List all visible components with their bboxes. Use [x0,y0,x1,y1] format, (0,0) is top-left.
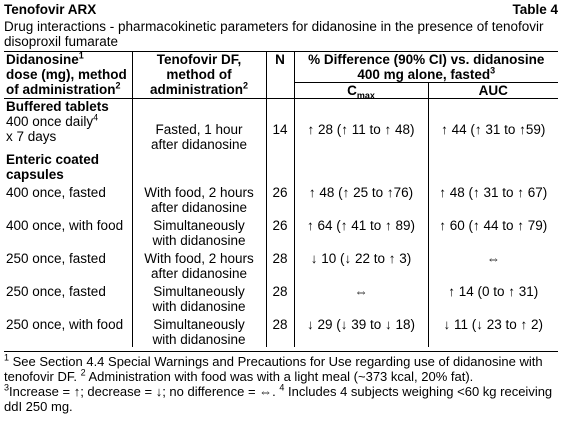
cmax-cell: ↑ 48 (↑ 25 to ↑76) [294,182,428,215]
table-row [4,281,558,314]
col-header-difference: % Difference (90% CI) vs. didanosine 400 mg alone, fasted$^3$ [294,52,558,83]
section-row [4,99,558,115]
table-row [4,248,558,281]
table-row [4,182,558,215]
cmax-cell: ⇔ [294,281,428,314]
dose-cell: 400 once daily$^4$ x 7 days [6,112,99,144]
method-cell: With food, 2 hours after didanosine [132,182,266,215]
table-row [4,314,558,347]
auc-cell: ↑ 60 (↑ 44 to ↑ 79) [428,215,558,248]
dose-cell: 250 once, fasted [6,251,106,266]
col-header-auc: AUC [428,83,558,99]
footnote-1-2: $^1$ See Section 4.4 Special Warnings and Precautions for Use regarding use of didanosine with tenofovir DF. $^2$ Administration with food was with a light meal (~373 kcal, 20% fat). [4,352,543,384]
cmax-cell: ↑ 64 (↑ 41 to ↑ 89) [294,215,428,248]
header-row [4,52,558,83]
n-cell: 28 [266,314,294,347]
cmax-cell: ↑ 28 (↑ 11 to ↑ 48) [294,114,428,152]
auc-cell: ↑ 48 (↑ 31 to ↑ 67) [428,182,558,215]
auc-cell: ↓ 11 (↓ 23 to ↑ 2) [428,314,558,347]
method-cell: With food, 2 hours after didanosine [132,248,266,281]
product-name: Tenofovir ARX [4,2,97,17]
method-cell: Simultaneously with didanosine [132,314,266,347]
method-cell: Fasted, 1 hour after didanosine [132,114,266,152]
dose-cell: 250 once, with food [6,317,124,332]
table-caption: Drug interactions - pharmacokinetic parameters for didanosine in the presence of tenofovir disoproxil fumarate [4,19,544,49]
method-cell: Simultaneously with didanosine [132,215,266,248]
cmax-cell: ↓ 10 (↓ 22 to ↑ 3) [294,248,428,281]
cmax-cell: ↓ 29 (↓ 39 to ↓ 18) [294,314,428,347]
col-header-tenofovir: Tenofovir DF, method of administration$^2$ [132,52,266,99]
table-header [4,2,558,18]
n-cell: 28 [266,248,294,281]
table-label: Table 4 [512,2,558,17]
col-header-didanosine: Didanosine$^1$ dose (mg), method of administration$^2$ [4,52,132,99]
method-cell: Simultaneously with didanosine [132,281,266,314]
dose-cell: 400 once, fasted [6,185,106,200]
n-cell: 28 [266,281,294,314]
auc-cell: ↑ 14 (0 to ↑ 31) [428,281,558,314]
col-header-n: N [266,52,294,99]
section-buffered: Buffered tablets [6,99,109,114]
footnote-3-4: $^3$Increase = ↑; decrease = ↓; no difference = ⇔. $^4$ Includes 4 subjects weighing <60 kg receiving ddI 250 mg. [4,382,553,414]
auc-cell: ↑ 44 (↑ 31 to ↑59) [428,114,558,152]
n-cell: 26 [266,215,294,248]
n-cell: 14 [266,114,294,152]
footnotes [4,351,558,414]
section-enteric: Enteric coated capsules [6,152,100,182]
table-row [4,215,558,248]
col-header-cmax: $C_{max}$ [294,83,428,99]
table-row [4,114,558,152]
n-cell: 26 [266,182,294,215]
dose-cell: 400 once, with food [6,218,124,233]
auc-cell: ⇔ [428,248,558,281]
dose-cell: 250 once, fasted [6,284,106,299]
section-row [4,152,558,182]
interaction-table [4,51,558,347]
